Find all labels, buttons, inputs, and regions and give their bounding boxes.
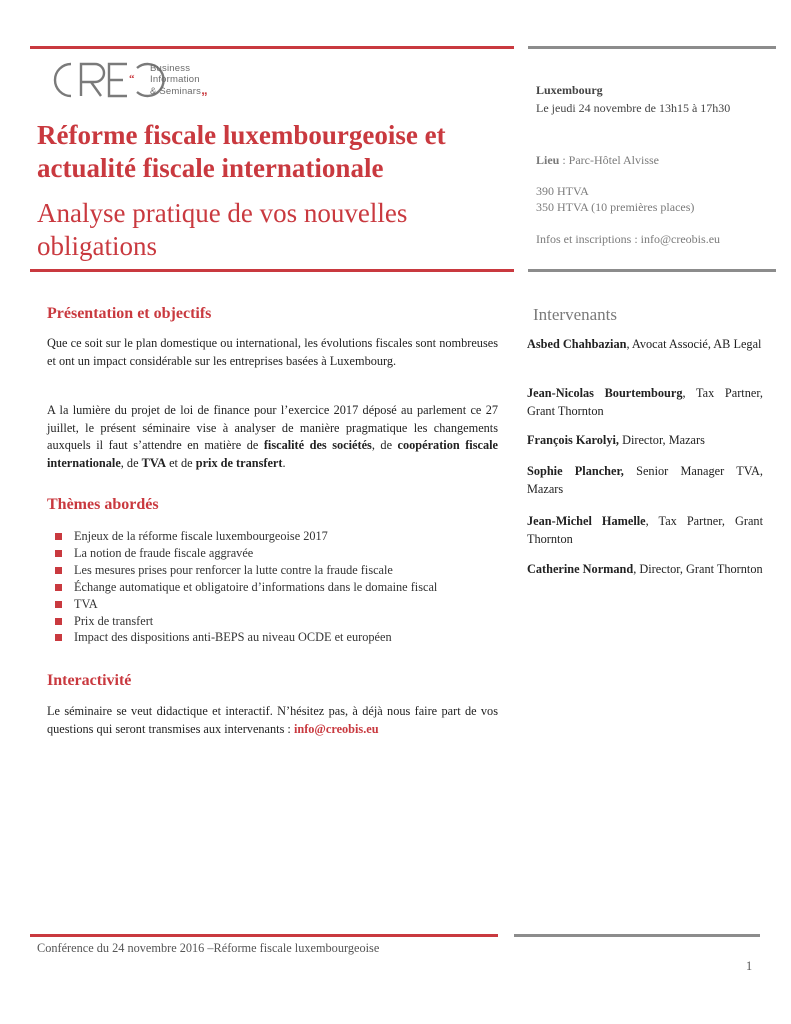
- event-date: Le jeudi 24 novembre de 13h15 à 17h30: [536, 101, 731, 115]
- logo-quote-mark: „: [201, 82, 208, 97]
- contact-email-link[interactable]: info@creobis.eu: [293, 721, 379, 736]
- event-price-regular: 390 HTVA: [536, 184, 589, 198]
- list-item: Échange automatique et obligatoire d’informations dans le domaine fiscal: [55, 579, 437, 596]
- event-price-early: 350 HTVA (10 premières places): [536, 200, 695, 214]
- list-item: Les mesures prises pour renforcer la lutte contre la fraude fiscale: [55, 562, 437, 579]
- list-item: La notion de fraude fiscale aggravée: [55, 545, 437, 562]
- event-venue: Lieu : Parc-Hôtel Alvisse: [536, 153, 659, 167]
- speaker-entry: François Karolyi, Director, Mazars: [527, 433, 705, 447]
- intervenants-heading: Intervenants: [533, 305, 618, 324]
- presentation-paragraph-2: A la lumière du projet de loi de finance pour l’exercice 2017 déposé au parlement ce 27 juillet, le présent séminaire vise à analyser de manière pragmatique les changements auxquels il faut s’attendre en matière de fiscalité des sociétés, de coopération fiscale internationale, de TVA et de prix de transfert.: [47, 403, 498, 470]
- bullet-icon: [55, 618, 62, 625]
- interactivite-paragraph: Le séminaire se veut didactique et interactif. N’hésitez pas, à déjà nous faire part de vos questions qui seront transmises aux intervenants : info@creobis.eu: [47, 704, 498, 736]
- bullet-icon: [55, 567, 62, 574]
- speaker-entry: Catherine Normand, Director, Grant Thornton: [527, 562, 763, 576]
- page-subtitle: Analyse pratique de vos nouvelles obligations: [37, 198, 408, 261]
- title-rule-right: [528, 269, 776, 272]
- speaker-entry: Sophie Plancher, Senior Manager TVA, Mazars: [527, 464, 763, 496]
- header-rule-right: [528, 46, 776, 49]
- bullet-icon: [55, 601, 62, 608]
- footer-text: Conférence du 24 novembre 2016 –Réforme fiscale luxembourgeoise: [37, 941, 380, 955]
- speaker-entry: Jean-Michel Hamelle, Tax Partner, Grant Thornton: [527, 514, 763, 546]
- presentation-heading: Présentation et objectifs: [47, 305, 212, 322]
- logo-tagline: Business Information & Seminars„: [150, 63, 208, 97]
- themes-heading: Thèmes abordés: [47, 496, 159, 513]
- page-number: 1: [746, 959, 753, 973]
- footer-rule-right: [514, 934, 760, 937]
- bullet-icon: [55, 550, 62, 557]
- bullet-icon: [55, 634, 62, 641]
- list-item: TVA: [55, 596, 437, 613]
- interactivite-heading: Interactivité: [47, 672, 132, 689]
- themes-list: [55, 528, 437, 646]
- event-contact: Infos et inscriptions : info@creobis.eu: [536, 232, 721, 246]
- presentation-paragraph-1: Que ce soit sur le plan domestique ou international, les évolutions fiscales sont nombreuses et ont un impact considérable sur les entreprises basées à Luxembourg.: [47, 336, 498, 368]
- speaker-entry: Jean-Nicolas Bourtembourg, Tax Partner, Grant Thornton: [527, 386, 763, 418]
- event-city: Luxembourg: [536, 83, 603, 97]
- svg-text:“: “: [129, 73, 135, 85]
- page-title: Réforme fiscale luxembourgeoise et actualité fiscale internationale: [37, 120, 446, 183]
- bullet-icon: [55, 584, 62, 591]
- title-rule-left: [30, 269, 514, 272]
- list-item: Impact des dispositions anti-BEPS au niveau OCDE et européen: [55, 629, 437, 646]
- footer-rule-left: [30, 934, 498, 937]
- bullet-icon: [55, 533, 62, 540]
- speaker-entry: Asbed Chahbazian, Avocat Associé, AB Legal: [527, 337, 762, 351]
- header-rule-left: [30, 46, 514, 49]
- list-item: Prix de transfert: [55, 613, 437, 630]
- list-item: Enjeux de la réforme fiscale luxembourgeoise 2017: [55, 528, 437, 545]
